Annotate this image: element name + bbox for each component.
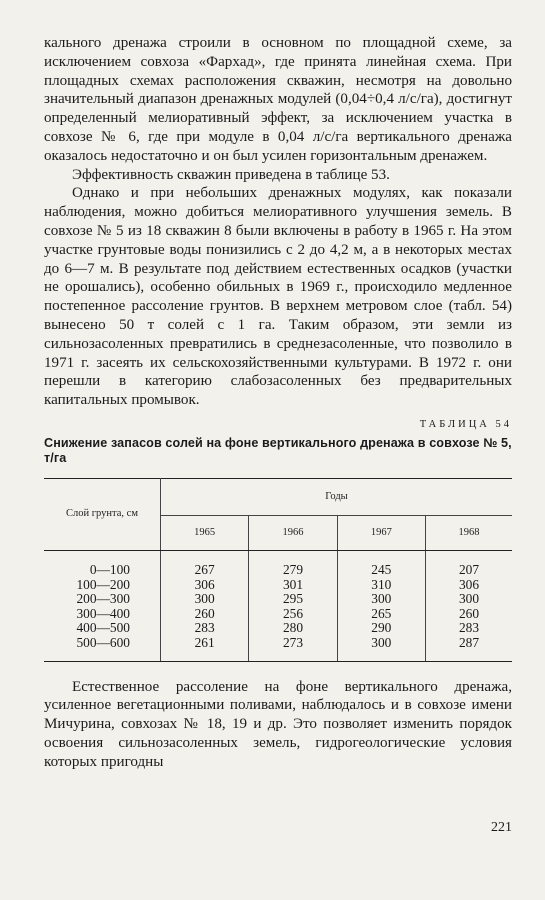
year-header: 1965 [161,515,249,550]
table-row [44,578,512,593]
value-cell: 256 [249,607,337,622]
layer-column-header: Слой грунта, см [44,478,161,550]
value-cell: 306 [458,576,480,592]
value-cell: 287 [425,636,512,661]
table-row [44,607,512,622]
year-header: 1966 [249,515,337,550]
table-row [44,592,512,607]
layer-cell: 500—600 [44,636,161,661]
page-number: 221 [491,820,512,835]
paragraph-continuation: кального дренажа строили в основном по площадной схеме, за исключением совхоза «Фархад», где принята линейная схема. При площадных схемах расположения скважин, несмотря на довольно значительный диапазон дренажных модулей (0,04÷0,4 л/с/га), достигнут определенный мелиоративный эффект, за исключением участка в совхозе № 6, где при модуле в 0,04 л/с/га вертикального дренажа оказалось недостаточно и он был усилен горизонтальным дренажем. [44,35,512,164]
value-cell: 290 [337,621,425,636]
layer-cell: 400—500 [44,621,161,636]
value-cell: 301 [249,578,337,593]
paragraph-table-reference: Эффективность скважин приведена в таблице 53. [72,166,390,183]
value-cell: 273 [249,636,337,661]
value-cell: 300 [161,592,249,607]
paragraph-observations: Однако и при небольших дренажных модулях, как показали наблюдения, можно добиться мелиоративного улучшения земель. В совхозе № 5 из 18 скважин 8 были включены в работу в 1965 г. На этом участке грунтовые воды понизились с 2 до 4,2 м, а в некоторых местах до 6—7 м. В результате под действием естественных осадков (участки не орошались), особенно обильных в 1969 г., происходило медленное постепенное рассоление грунтов. В верхнем метровом слое (табл. 54) вынесено 50 т солей с 1 га. Таким образом, эти земли из сильнозасоленных превратились в среднезасоленные, что позволило в 1971 г. засеять их сельскохозяйственными культурами. В 1972 г. они перешли в категорию слабозасоленных без предварительных капитальных промывок. [44,185,512,409]
layer-cell: 100—200 [44,578,161,593]
value-cell: 283 [161,621,249,636]
value-cell: 300 [458,591,480,607]
value-cell: 306 [161,578,249,593]
salt-reserves-table [44,478,512,662]
value-cell: 207 [458,561,480,577]
value-cell: 280 [249,621,337,636]
value-cell: 295 [249,592,337,607]
paragraph-natural-desalination: Естественное рассоление на фоне вертикального дренажа, усиленное вегетационными поливами, наблюдалось и в совхозе имени Мичурина, совхозах № 18, 19 и др. Это позволяет изменить порядок освоения сильнозасоленных земель, гидрогеологические условия которых пригодны [44,678,512,770]
table-row [44,550,512,577]
value-cell: 260 [458,605,480,621]
value-cell: 265 [337,607,425,622]
value-cell: 261 [161,636,249,661]
table-row [44,621,512,636]
table-row [44,636,512,661]
year-header: 1967 [337,515,425,550]
years-group-header: Годы [161,478,513,515]
value-cell: 245 [337,550,425,577]
year-header: 1968 [425,515,512,550]
layer-cell: 200—300 [44,592,161,607]
table-caption: Снижение запасов солей на фоне вертикального дренажа в совхозе № 5, т/га [44,435,512,465]
book-page [44,34,512,835]
value-cell: 279 [249,550,337,577]
value-cell: 300 [337,636,425,661]
layer-cell: 300—400 [44,607,161,622]
value-cell: 283 [458,620,480,636]
value-cell: 300 [337,592,425,607]
value-cell: 267 [161,550,249,577]
value-cell: 310 [337,578,425,593]
layer-cell: 0—100 [44,550,161,577]
table-number: ТАБЛИЦА 54 [419,418,512,430]
value-cell: 260 [161,607,249,622]
